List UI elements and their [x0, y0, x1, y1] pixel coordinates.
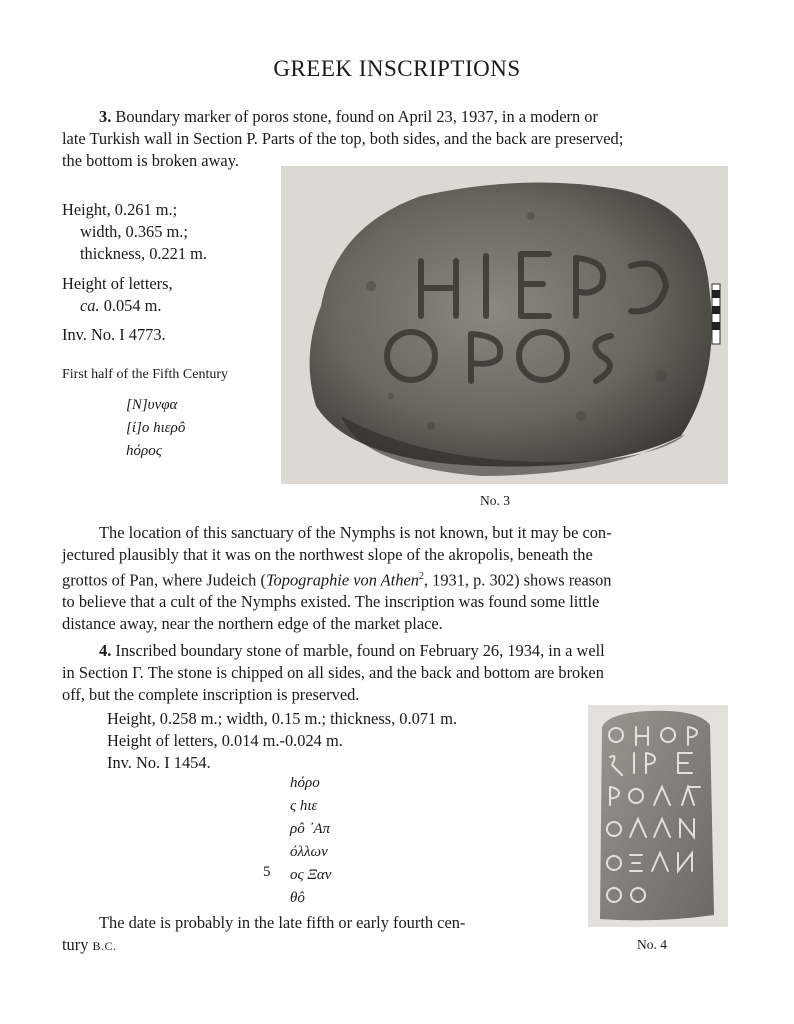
inscription-4-line-6: θô: [290, 890, 305, 906]
photo-stone-3: [281, 166, 728, 484]
stone-4-image: [588, 705, 728, 927]
nymphs-line-1: The location of this sanctuary of the Nymphs is not known, but it may be con-: [99, 523, 612, 542]
dim-height: Height, 0.261 m.;: [62, 200, 178, 219]
entry-3-number: 3.: [99, 107, 112, 126]
entry-4-description: [62, 640, 730, 706]
entry-4-measurements: [107, 708, 567, 774]
entry-3-letter-height: [62, 273, 272, 317]
entry-3-inscription: [126, 394, 185, 463]
inscription-4-line-2: ς hιε: [290, 798, 318, 814]
entry-3-date: First half of the Fifth Century: [62, 367, 229, 382]
caption-no-3: No. 3: [480, 493, 510, 508]
inscription-4-line-4: όλλων: [290, 844, 328, 860]
caption-no-4: No. 4: [637, 937, 667, 952]
nymphs-line-2: jectured plausibly that it was on the northwest slope of the akropolis, beneath the: [62, 545, 593, 564]
entry-4-letter-height: Height of letters, 0.014 m.-0.024 m.: [107, 731, 343, 750]
entry-3-line-3: the bottom is broken away.: [62, 151, 239, 170]
nymphs-line-5: distance away, near the northern edge of the market place.: [62, 614, 443, 634]
closing-line-1: The date is probably in the late fifth or early fourth cen-: [99, 913, 466, 932]
inscription-3-line-2: [ἰ]ο hιερô: [126, 420, 186, 436]
entry-4-inventory: Inv. No. I 1454.: [107, 753, 211, 772]
nymphs-line-3: [62, 566, 730, 591]
nymphs-line-3-pre: grottos of Pan, where Judeich (: [62, 570, 266, 590]
letter-height-value: 0.054 m.: [103, 296, 162, 315]
judeich-title: Topographie von Athen: [265, 570, 419, 590]
page-title: GREEK INSCRIPTIONS: [273, 56, 521, 81]
inscription-3-line-1: [Ν]υνφα: [126, 397, 178, 413]
closing-century: tury: [62, 935, 89, 954]
closing-bc: B.C.: [92, 939, 117, 953]
entry-4-dimensions: Height, 0.258 m.; width, 0.15 m.; thickness, 0.071 m.: [107, 709, 458, 728]
line-number-5: 5: [263, 864, 271, 880]
entry-3-inventory: Inv. No. I 4773.: [62, 325, 166, 344]
closing-paragraph: [62, 912, 572, 957]
entry-3-description: [62, 106, 730, 172]
entry-3-dimensions: [62, 199, 272, 265]
inscription-4-line-1: hόρο: [290, 775, 320, 791]
entry-4-line-2: in Section Γ. The stone is chipped on all sides, and the back and bottom are broken: [62, 663, 604, 682]
judeich-edition: 2: [418, 571, 424, 582]
stone-3-image: [281, 166, 728, 484]
entry-3-line-1: Boundary marker of poros stone, found on April 23, 1937, in a modern or: [115, 107, 598, 126]
letter-height-label: Height of letters,: [62, 274, 173, 293]
nymphs-line-3-post: , 1931, p. 302) shows reason: [423, 570, 612, 590]
entry-4-number: 4.: [99, 641, 112, 660]
entry-4-line-1: Inscribed boundary stone of marble, found on February 26, 1934, in a well: [115, 641, 605, 660]
nymphs-line-4: to believe that a cult of the Nymphs existed. The inscription was found some little: [62, 592, 600, 612]
dim-thickness: thickness, 0.221 m.: [80, 244, 208, 263]
entry-4-inscription: [290, 772, 331, 910]
inscription-3-line-3: hόρος: [126, 443, 162, 459]
nymphs-paragraph: [62, 522, 730, 635]
closing-line-2: [62, 934, 572, 957]
entry-4-line-3: off, but the complete inscription is preserved.: [62, 685, 360, 704]
dim-width: width, 0.365 m.;: [80, 222, 188, 241]
inscription-4-line-3: ρô ᾽Απ: [290, 821, 331, 837]
letter-height-prefix: ca.: [80, 296, 100, 315]
photo-stone-4: [588, 705, 728, 927]
entry-3-line-2: late Turkish wall in Section Ρ. Parts of the top, both sides, and the back are preserved;: [62, 129, 624, 148]
inscription-4-line-5: ος Ξαν: [290, 867, 332, 883]
